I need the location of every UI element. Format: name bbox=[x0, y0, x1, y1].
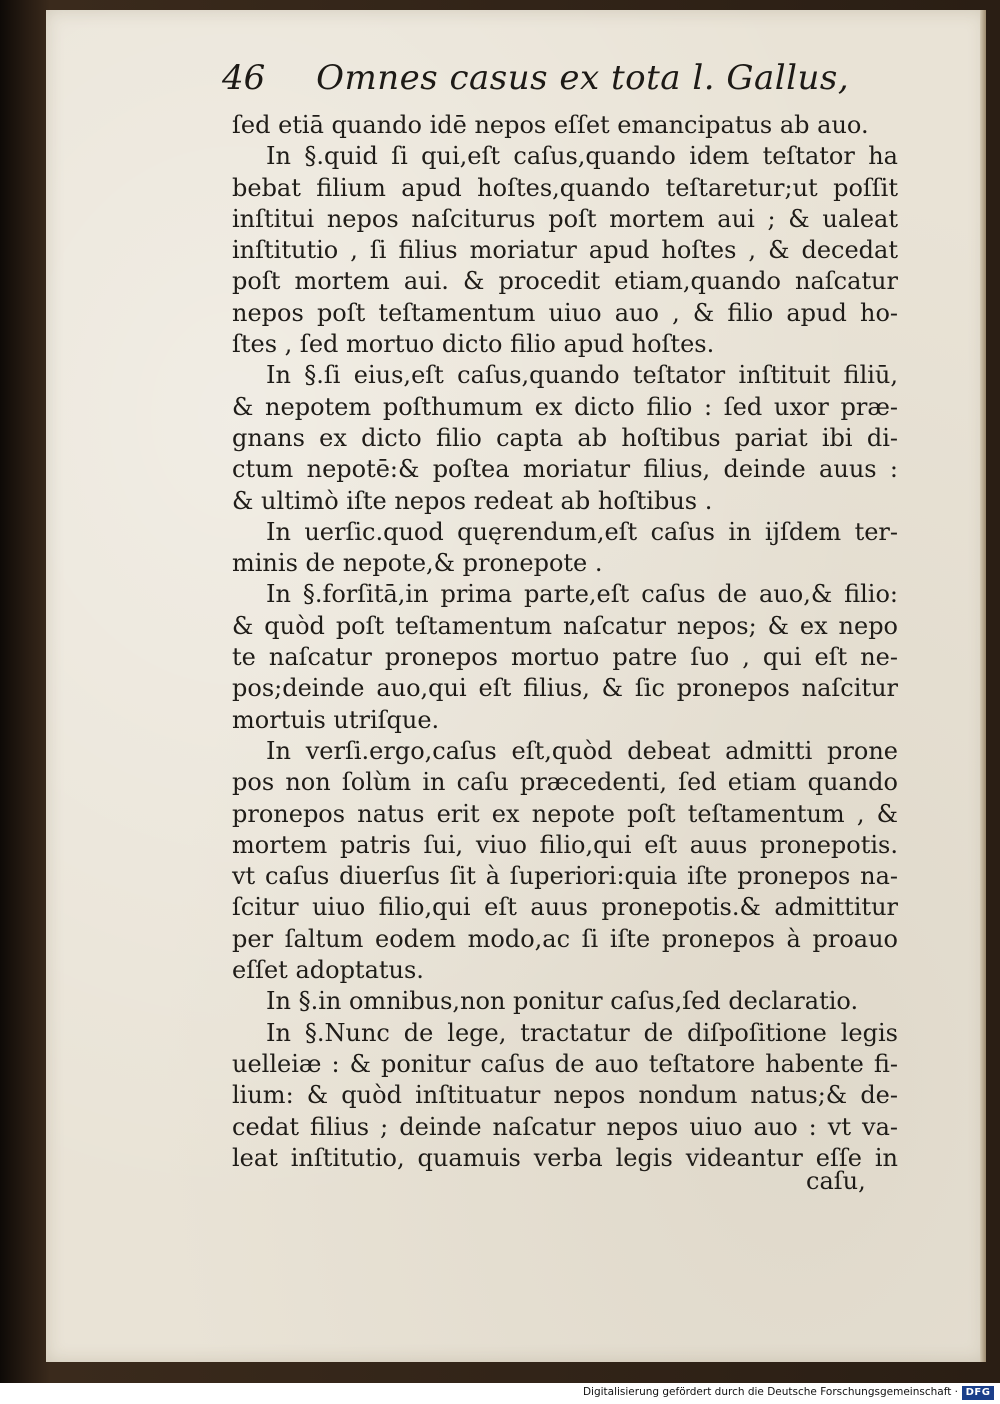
text-line: nepos poſt teſtamentum uiuo auo , & filio apud ho- bbox=[232, 298, 898, 327]
text-line: vt caſus diuerſus ſit à ſuperiori:quia iſte pronepos na- bbox=[232, 862, 898, 891]
text-line: mortem patris ſui, viuo filio,qui eſt auus pronepotis. bbox=[232, 830, 898, 859]
text-line: poſt mortem aui. & procedit etiam,quando naſcatur bbox=[232, 267, 898, 296]
page-edge bbox=[980, 10, 986, 1362]
page-number: 46 bbox=[222, 58, 266, 98]
page-header bbox=[222, 58, 922, 108]
running-title: Omnes casus ex tota l. Gallus, bbox=[316, 58, 850, 98]
text-line: In §.quid ſi qui,eſt caſus,quando idem teſtator ha bbox=[266, 142, 898, 171]
text-line: ſcitur uiuo filio,qui eſt auus pronepotis.& admittitur bbox=[232, 893, 898, 922]
text-line: & nepotem poſthumum ex dicto filio : ſed uxor præ- bbox=[232, 392, 898, 421]
text-line: ſtes , ſed mortuo dicto filio apud hoſtes. bbox=[232, 330, 715, 359]
text-line: ſed etiā quando idē nepos eſſet emancipatus ab auo. bbox=[232, 111, 869, 139]
text-line: pronepos natus erit ex nepote poſt teſtamentum , & bbox=[232, 799, 898, 828]
text-line: eſſet adoptatus. bbox=[232, 956, 424, 985]
funding-credit: Digitalisierung gefördert durch die Deutsche Forschungsgemeinschaft · bbox=[582, 1386, 958, 1398]
text-line: uelleiæ : & ponitur caſus de auo teſtatore habente fi- bbox=[232, 1049, 898, 1078]
catchword: caſu, bbox=[806, 1167, 866, 1195]
text-line: mortuis utriſque. bbox=[232, 705, 440, 734]
dfg-logo: DFG bbox=[962, 1386, 994, 1400]
text-line: gnans ex dicto filio capta ab hoſtibus pariat ibi di- bbox=[232, 423, 898, 452]
text-line: In uerſic.quod quęrendum,eſt caſus in ijſdem ter- bbox=[266, 517, 898, 546]
text-line: & quòd poſt teſtamentum naſcatur nepos; & ex nepo bbox=[232, 611, 898, 640]
text-line: & ultimò iſte nepos redeat ab hoſtibus . bbox=[232, 486, 713, 515]
footer-bar bbox=[0, 1383, 1000, 1404]
text-line: pos non ſolùm in caſu præcedenti, ſed etiam quando bbox=[232, 768, 898, 797]
text-line: In §.forſitā,in prima parte,eſt caſus de auo,& filio: bbox=[266, 580, 898, 609]
body-text bbox=[232, 110, 898, 1174]
text-line: In verſi.ergo,caſus eſt,quòd debeat admitti prone bbox=[266, 736, 898, 765]
text-line: inſtitui nepos naſciturus poſt mortem aui ; & ualeat bbox=[232, 204, 898, 233]
text-line: cedat filius ; deinde naſcatur nepos uiuo auo : vt va- bbox=[232, 1112, 898, 1141]
text-line: minis de nepote,& pronepote . bbox=[232, 549, 603, 578]
text-line: inſtitutio , ſi filius moriatur apud hoſtes , & decedat bbox=[232, 236, 898, 265]
text-line: In §.ſi eius,eſt caſus,quando teſtator inſtituit filiū, bbox=[266, 361, 898, 390]
text-line: te naſcatur pronepos mortuo patre ſuo , qui eſt ne- bbox=[232, 643, 898, 672]
text-line: lium: & quòd inſtituatur nepos nondum natus;& de- bbox=[232, 1081, 898, 1110]
text-line: leat inſtitutio, quamuis verba legis videantur eſſe in bbox=[232, 1143, 898, 1172]
text-line: bebat filium apud hoſtes,quando teſtaretur;ut poſſit bbox=[232, 173, 898, 202]
text-line: ctum nepotē:& poſtea moriatur filius, deinde auus : bbox=[232, 455, 898, 484]
text-line: pos;deinde auo,qui eſt filius, & ſic pronepos naſcitur bbox=[232, 674, 898, 703]
text-line: per ſaltum eodem modo,ac ſi iſte pronepos à proauo bbox=[232, 924, 898, 953]
text-line: In §.Nunc de lege, tractatur de diſpoſitione legis bbox=[266, 1018, 898, 1047]
text-line: In §.in omnibus,non ponitur caſus,ſed declaratio. bbox=[266, 987, 859, 1016]
